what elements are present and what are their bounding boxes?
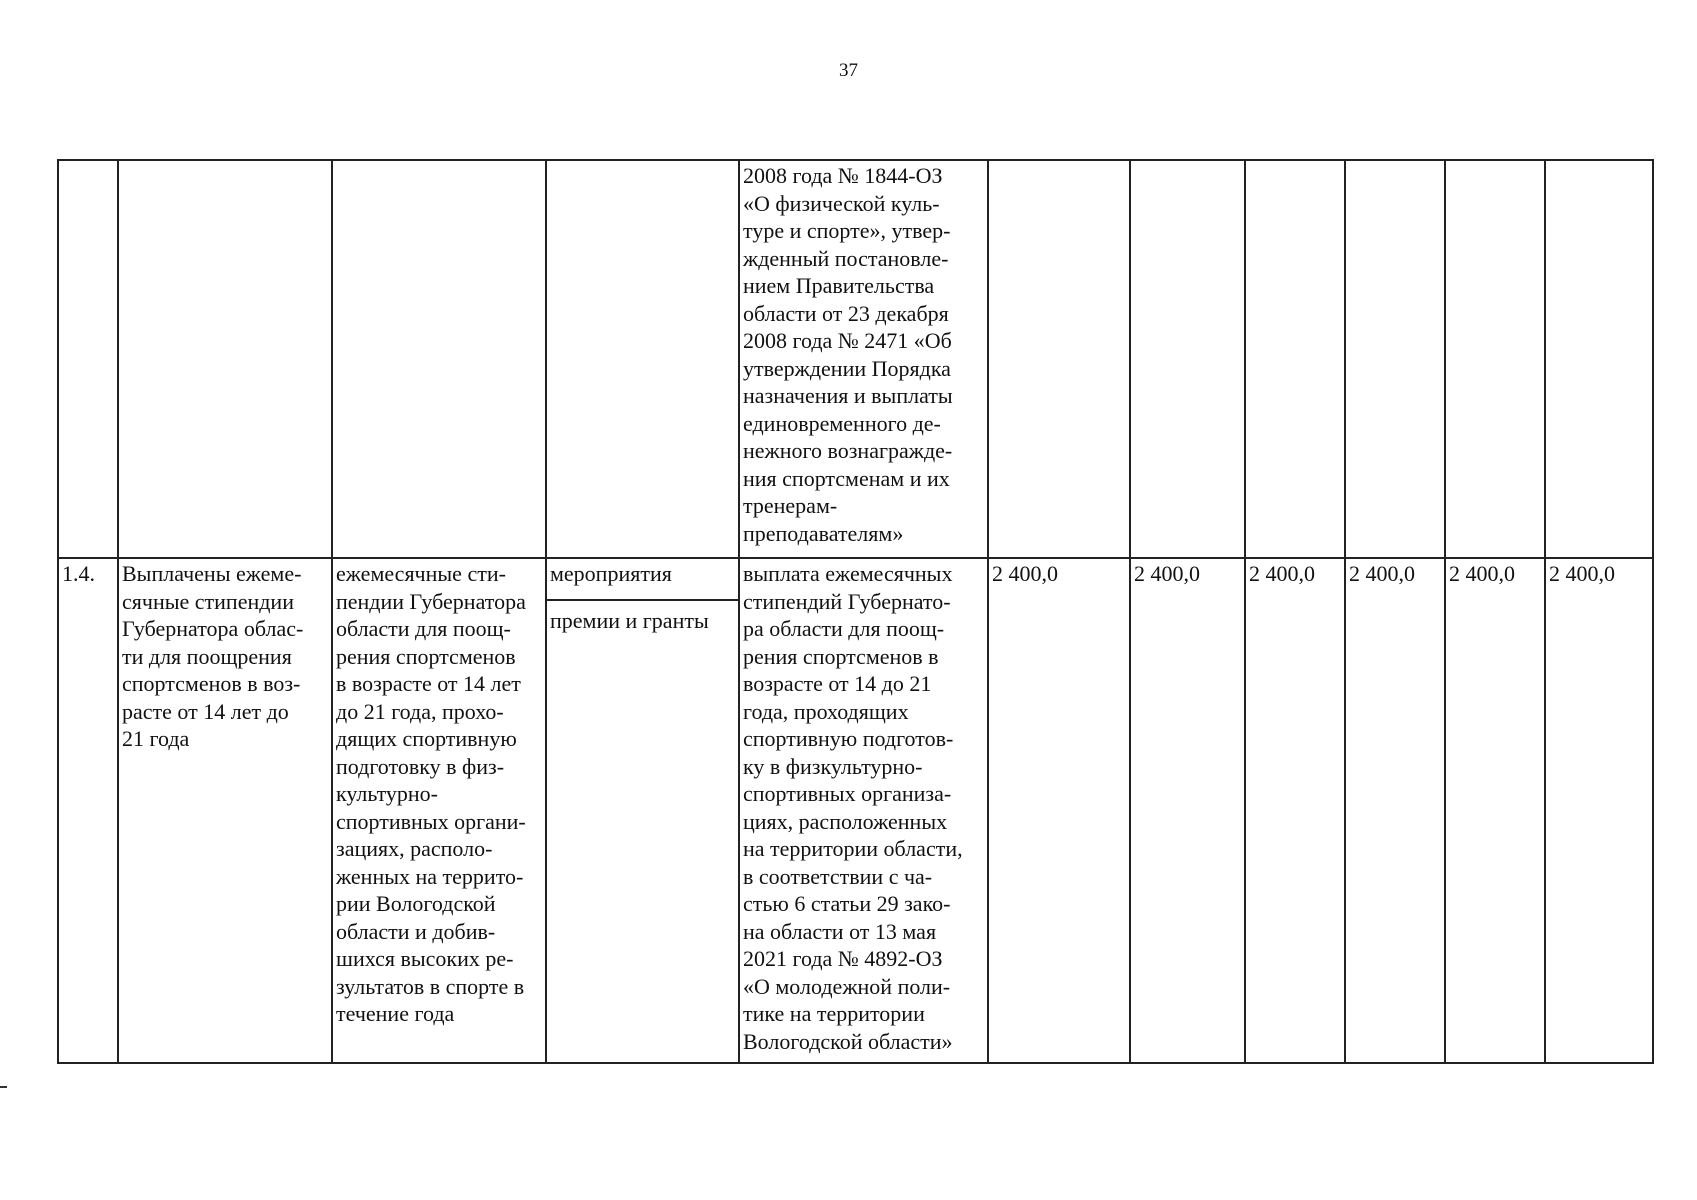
type-cell <box>546 558 739 1063</box>
value-cell <box>1345 160 1445 558</box>
legal-basis-line: рения спортсменов в <box>743 643 939 669</box>
legal-basis-line: выплата ежемесячных <box>743 561 953 586</box>
legal-basis-line: 2008 года № 2471 «Об <box>743 328 952 353</box>
legal-basis-line: единовременного де- <box>743 410 941 436</box>
result-line: области для поощ- <box>336 616 511 641</box>
row-number-cell: 1.4. <box>58 558 118 1063</box>
margin-mark <box>0 1086 7 1088</box>
value-cell <box>1445 160 1545 558</box>
task-line: спортсменов в воз- <box>122 671 301 696</box>
legal-basis-line: ра области для поощ- <box>743 616 945 641</box>
result-line: рения спортсменов <box>336 643 516 669</box>
task-line: 21 года <box>122 726 190 751</box>
legal-basis-line: стью 6 статьи 29 зако- <box>743 891 951 916</box>
legal-basis-line: спортивных организа- <box>743 781 952 806</box>
legal-basis-line: возрасте от 14 до 21 <box>743 671 932 696</box>
value-cell <box>1545 160 1653 558</box>
result-line: рии Вологодской <box>336 891 496 916</box>
result-line: течение года <box>336 1001 455 1026</box>
legal-basis-line: утверждении Порядка <box>743 355 951 381</box>
legal-basis-line: спортивную подготов- <box>743 726 954 751</box>
legal-basis-line: в соответствии с ча- <box>743 863 933 889</box>
legal-basis-cell <box>739 558 988 1063</box>
value-cell <box>1130 160 1245 558</box>
legal-basis-line: нежного вознагражде- <box>743 438 953 463</box>
legal-basis-line: тике на территории <box>743 1001 925 1026</box>
task-line: расте от 14 лет до <box>122 698 289 724</box>
type-primary: мероприятия <box>547 559 738 601</box>
legal-basis-line: нием Правительства <box>743 273 935 298</box>
value-cell: 2 400,0 <box>1445 558 1545 1063</box>
result-line: подготовку в физ- <box>336 753 505 779</box>
result-line: в возрасте от 14 лет <box>336 671 521 696</box>
result-line: спортивных органи- <box>336 808 526 834</box>
result-line: дящих спортивную <box>336 726 517 751</box>
legal-basis-cell <box>739 160 988 558</box>
legal-basis-line: года, проходящих <box>743 698 909 724</box>
value-cell: 2 400,0 <box>1130 558 1245 1063</box>
result-line: зациях, располо- <box>336 836 493 861</box>
task-line: Выплачены ежеме- <box>122 561 302 586</box>
result-line: пендии Губернатора <box>336 588 526 614</box>
legal-basis-line: 2021 года № 4892-ОЗ <box>743 946 943 971</box>
legal-basis-line: области от 23 декабря <box>743 300 949 326</box>
legal-basis-line: «О молодежной поли- <box>743 973 951 999</box>
legal-basis-line: 2008 года № 1844-ОЗ <box>743 163 943 188</box>
value-cell <box>1245 160 1345 558</box>
result-line: культурно- <box>336 781 439 806</box>
task-line: Губернатора облас- <box>122 616 304 641</box>
page-number: 37 <box>839 60 858 81</box>
result-line: женных на террито- <box>336 863 524 889</box>
legal-basis-line: Вологодской области» <box>743 1028 953 1054</box>
result-line: области и добив- <box>336 918 496 944</box>
task-cell <box>118 160 332 558</box>
result-line: шихся высоких ре- <box>336 946 514 971</box>
value-cell: 2 400,0 <box>1245 558 1345 1063</box>
result-line: до 21 года, прохо- <box>336 698 504 724</box>
result-cell <box>332 558 546 1063</box>
row-number-cell <box>58 160 118 558</box>
result-cell <box>332 160 546 558</box>
type-cell <box>546 160 739 558</box>
legal-basis-line: «О физической куль- <box>743 190 940 216</box>
legal-basis-line: стипендий Губернато- <box>743 588 951 614</box>
program-table <box>57 159 1654 1064</box>
task-cell <box>118 558 332 1063</box>
legal-basis-line: назначения и выплаты <box>743 383 953 408</box>
value-cell: 2 400,0 <box>1345 558 1445 1063</box>
legal-basis-line: туре и спорте», утвер- <box>743 218 951 243</box>
legal-basis-line: жденный постановле- <box>743 245 949 271</box>
legal-basis-line: ния спортсменам и их <box>743 465 950 491</box>
legal-basis-line: тренерам- <box>743 493 838 518</box>
legal-basis-line: ку в физкультурно- <box>743 753 923 779</box>
value-cell <box>988 160 1130 558</box>
task-line: сячные стипендии <box>122 588 294 614</box>
legal-basis-line: преподавателям» <box>743 520 904 546</box>
legal-basis-line: циях, расположенных <box>743 808 948 834</box>
table-row <box>58 160 1653 558</box>
type-secondary: премии и гранты <box>550 608 709 633</box>
value-cell: 2 400,0 <box>1545 558 1653 1063</box>
legal-basis-line: на территории области, <box>743 836 963 861</box>
task-line: ти для поощрения <box>122 643 292 669</box>
legal-basis-line: на области от 13 мая <box>743 918 937 944</box>
result-line: ежемесячные сти- <box>336 561 506 586</box>
table-row <box>58 558 1653 1063</box>
value-cell: 2 400,0 <box>988 558 1130 1063</box>
result-line: зультатов в спорте в <box>336 973 525 999</box>
